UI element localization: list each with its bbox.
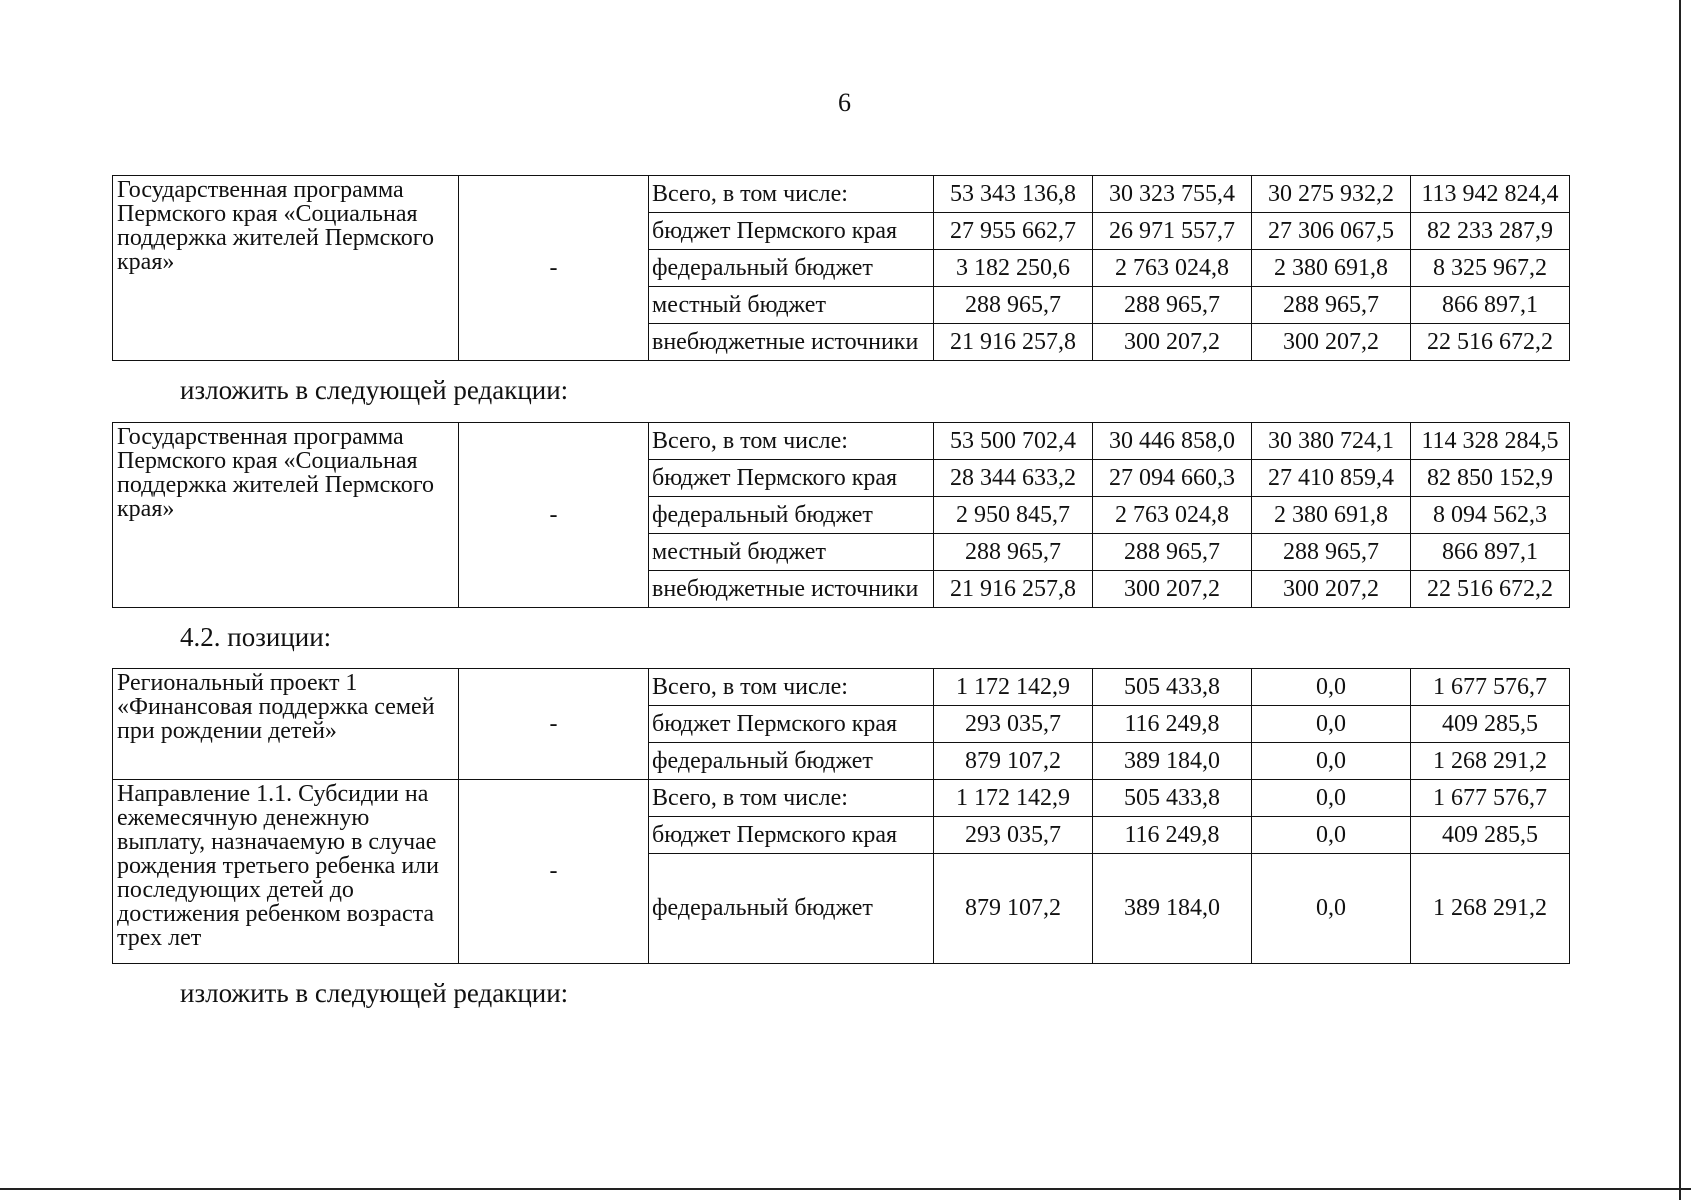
value-cell: 0,0 [1252, 780, 1411, 817]
value-cell: 2 950 845,7 [934, 497, 1093, 534]
table-row [113, 423, 1570, 460]
value-cell: 30 275 932,2 [1252, 176, 1411, 213]
category-label: внебюджетные источники [649, 571, 934, 608]
category-label: бюджет Пермского края [649, 460, 934, 497]
dash-cell: - [459, 176, 649, 361]
heading-new-revision-2: изложить в следующей редакции: [180, 978, 569, 1008]
value-cell: 27 094 660,3 [1093, 460, 1252, 497]
value-cell: 288 965,7 [934, 287, 1093, 324]
value-cell: 1 677 576,7 [1411, 669, 1570, 706]
heading-positions: 4.2. позиции: [180, 622, 332, 652]
value-cell: 866 897,1 [1411, 534, 1570, 571]
value-cell: 82 233 287,9 [1411, 213, 1570, 250]
value-cell: 389 184,0 [1093, 854, 1252, 964]
value-cell: 288 965,7 [1093, 287, 1252, 324]
value-cell: 505 433,8 [1093, 780, 1252, 817]
value-cell: 28 344 633,2 [934, 460, 1093, 497]
category-label: бюджет Пермского края [649, 706, 934, 743]
value-cell: 21 916 257,8 [934, 571, 1093, 608]
value-cell: 0,0 [1252, 669, 1411, 706]
category-label: Всего, в том числе: [649, 780, 934, 817]
value-cell: 293 035,7 [934, 706, 1093, 743]
value-cell: 116 249,8 [1093, 817, 1252, 854]
table-row [113, 669, 1570, 706]
value-cell: 0,0 [1252, 817, 1411, 854]
category-label: Всего, в том числе: [649, 423, 934, 460]
value-cell: 27 410 859,4 [1252, 460, 1411, 497]
page-border-bottom [0, 1188, 1691, 1190]
dash-cell: - [459, 669, 649, 780]
category-label: Всего, в том числе: [649, 669, 934, 706]
category-label: федеральный бюджет [649, 250, 934, 287]
category-label: внебюджетные источники [649, 324, 934, 361]
value-cell: 26 971 557,7 [1093, 213, 1252, 250]
page-border-right [1679, 0, 1681, 1200]
value-cell: 409 285,5 [1411, 817, 1570, 854]
category-label: бюджет Пермского края [649, 817, 934, 854]
category-label: местный бюджет [649, 534, 934, 571]
category-label: федеральный бюджет [649, 854, 934, 964]
value-cell: 22 516 672,2 [1411, 324, 1570, 361]
value-cell: 300 207,2 [1093, 324, 1252, 361]
program-name: Государственная программа Пермского края «Социальная поддержка жителей Пермского края» [113, 176, 459, 361]
value-cell: 27 955 662,7 [934, 213, 1093, 250]
page-number: 6 [838, 88, 851, 117]
value-cell: 21 916 257,8 [934, 324, 1093, 361]
value-cell: 2 380 691,8 [1252, 497, 1411, 534]
value-cell: 300 207,2 [1252, 324, 1411, 361]
value-cell: 1 677 576,7 [1411, 780, 1570, 817]
value-cell: 1 268 291,2 [1411, 854, 1570, 964]
category-label: федеральный бюджет [649, 497, 934, 534]
value-cell: 82 850 152,9 [1411, 460, 1570, 497]
value-cell: 505 433,8 [1093, 669, 1252, 706]
category-label: местный бюджет [649, 287, 934, 324]
value-cell: 2 763 024,8 [1093, 250, 1252, 287]
value-cell: 8 325 967,2 [1411, 250, 1570, 287]
value-cell: 866 897,1 [1411, 287, 1570, 324]
direction-name: Направление 1.1. Субсидии на ежемесячную денежную выплату, назначаемую в случае рождения третьего ребенка или последующих детей до достижения ребенком возраста трех лет [113, 780, 459, 964]
value-cell: 288 965,7 [1252, 534, 1411, 571]
program-table-old [112, 175, 1570, 361]
value-cell: 8 094 562,3 [1411, 497, 1570, 534]
table-row [113, 176, 1570, 213]
dash-cell: - [459, 423, 649, 608]
value-cell: 113 942 824,4 [1411, 176, 1570, 213]
value-cell: 0,0 [1252, 854, 1411, 964]
value-cell: 1 172 142,9 [934, 669, 1093, 706]
category-label: Всего, в том числе: [649, 176, 934, 213]
value-cell: 30 323 755,4 [1093, 176, 1252, 213]
value-cell: 114 328 284,5 [1411, 423, 1570, 460]
value-cell: 409 285,5 [1411, 706, 1570, 743]
value-cell: 27 306 067,5 [1252, 213, 1411, 250]
value-cell: 53 343 136,8 [934, 176, 1093, 213]
project-table [112, 668, 1570, 964]
value-cell: 300 207,2 [1252, 571, 1411, 608]
category-label: бюджет Пермского края [649, 213, 934, 250]
value-cell: 288 965,7 [1093, 534, 1252, 571]
value-cell: 288 965,7 [934, 534, 1093, 571]
program-name: Государственная программа Пермского края «Социальная поддержка жителей Пермского края» [113, 423, 459, 608]
value-cell: 293 035,7 [934, 817, 1093, 854]
value-cell: 288 965,7 [1252, 287, 1411, 324]
value-cell: 1 172 142,9 [934, 780, 1093, 817]
value-cell: 879 107,2 [934, 743, 1093, 780]
value-cell: 879 107,2 [934, 854, 1093, 964]
value-cell: 53 500 702,4 [934, 423, 1093, 460]
project-name: Региональный проект 1 «Финансовая поддержка семей при рождении детей» [113, 669, 459, 780]
value-cell: 30 380 724,1 [1252, 423, 1411, 460]
value-cell: 116 249,8 [1093, 706, 1252, 743]
value-cell: 2 763 024,8 [1093, 497, 1252, 534]
value-cell: 389 184,0 [1093, 743, 1252, 780]
value-cell: 300 207,2 [1093, 571, 1252, 608]
value-cell: 30 446 858,0 [1093, 423, 1252, 460]
program-table-new [112, 422, 1570, 608]
value-cell: 0,0 [1252, 743, 1411, 780]
value-cell: 22 516 672,2 [1411, 571, 1570, 608]
value-cell: 2 380 691,8 [1252, 250, 1411, 287]
category-label: федеральный бюджет [649, 743, 934, 780]
dash-cell: - [459, 780, 649, 964]
value-cell: 1 268 291,2 [1411, 743, 1570, 780]
table-row [113, 780, 1570, 817]
heading-new-revision: изложить в следующей редакции: [180, 375, 569, 405]
value-cell: 3 182 250,6 [934, 250, 1093, 287]
value-cell: 0,0 [1252, 706, 1411, 743]
